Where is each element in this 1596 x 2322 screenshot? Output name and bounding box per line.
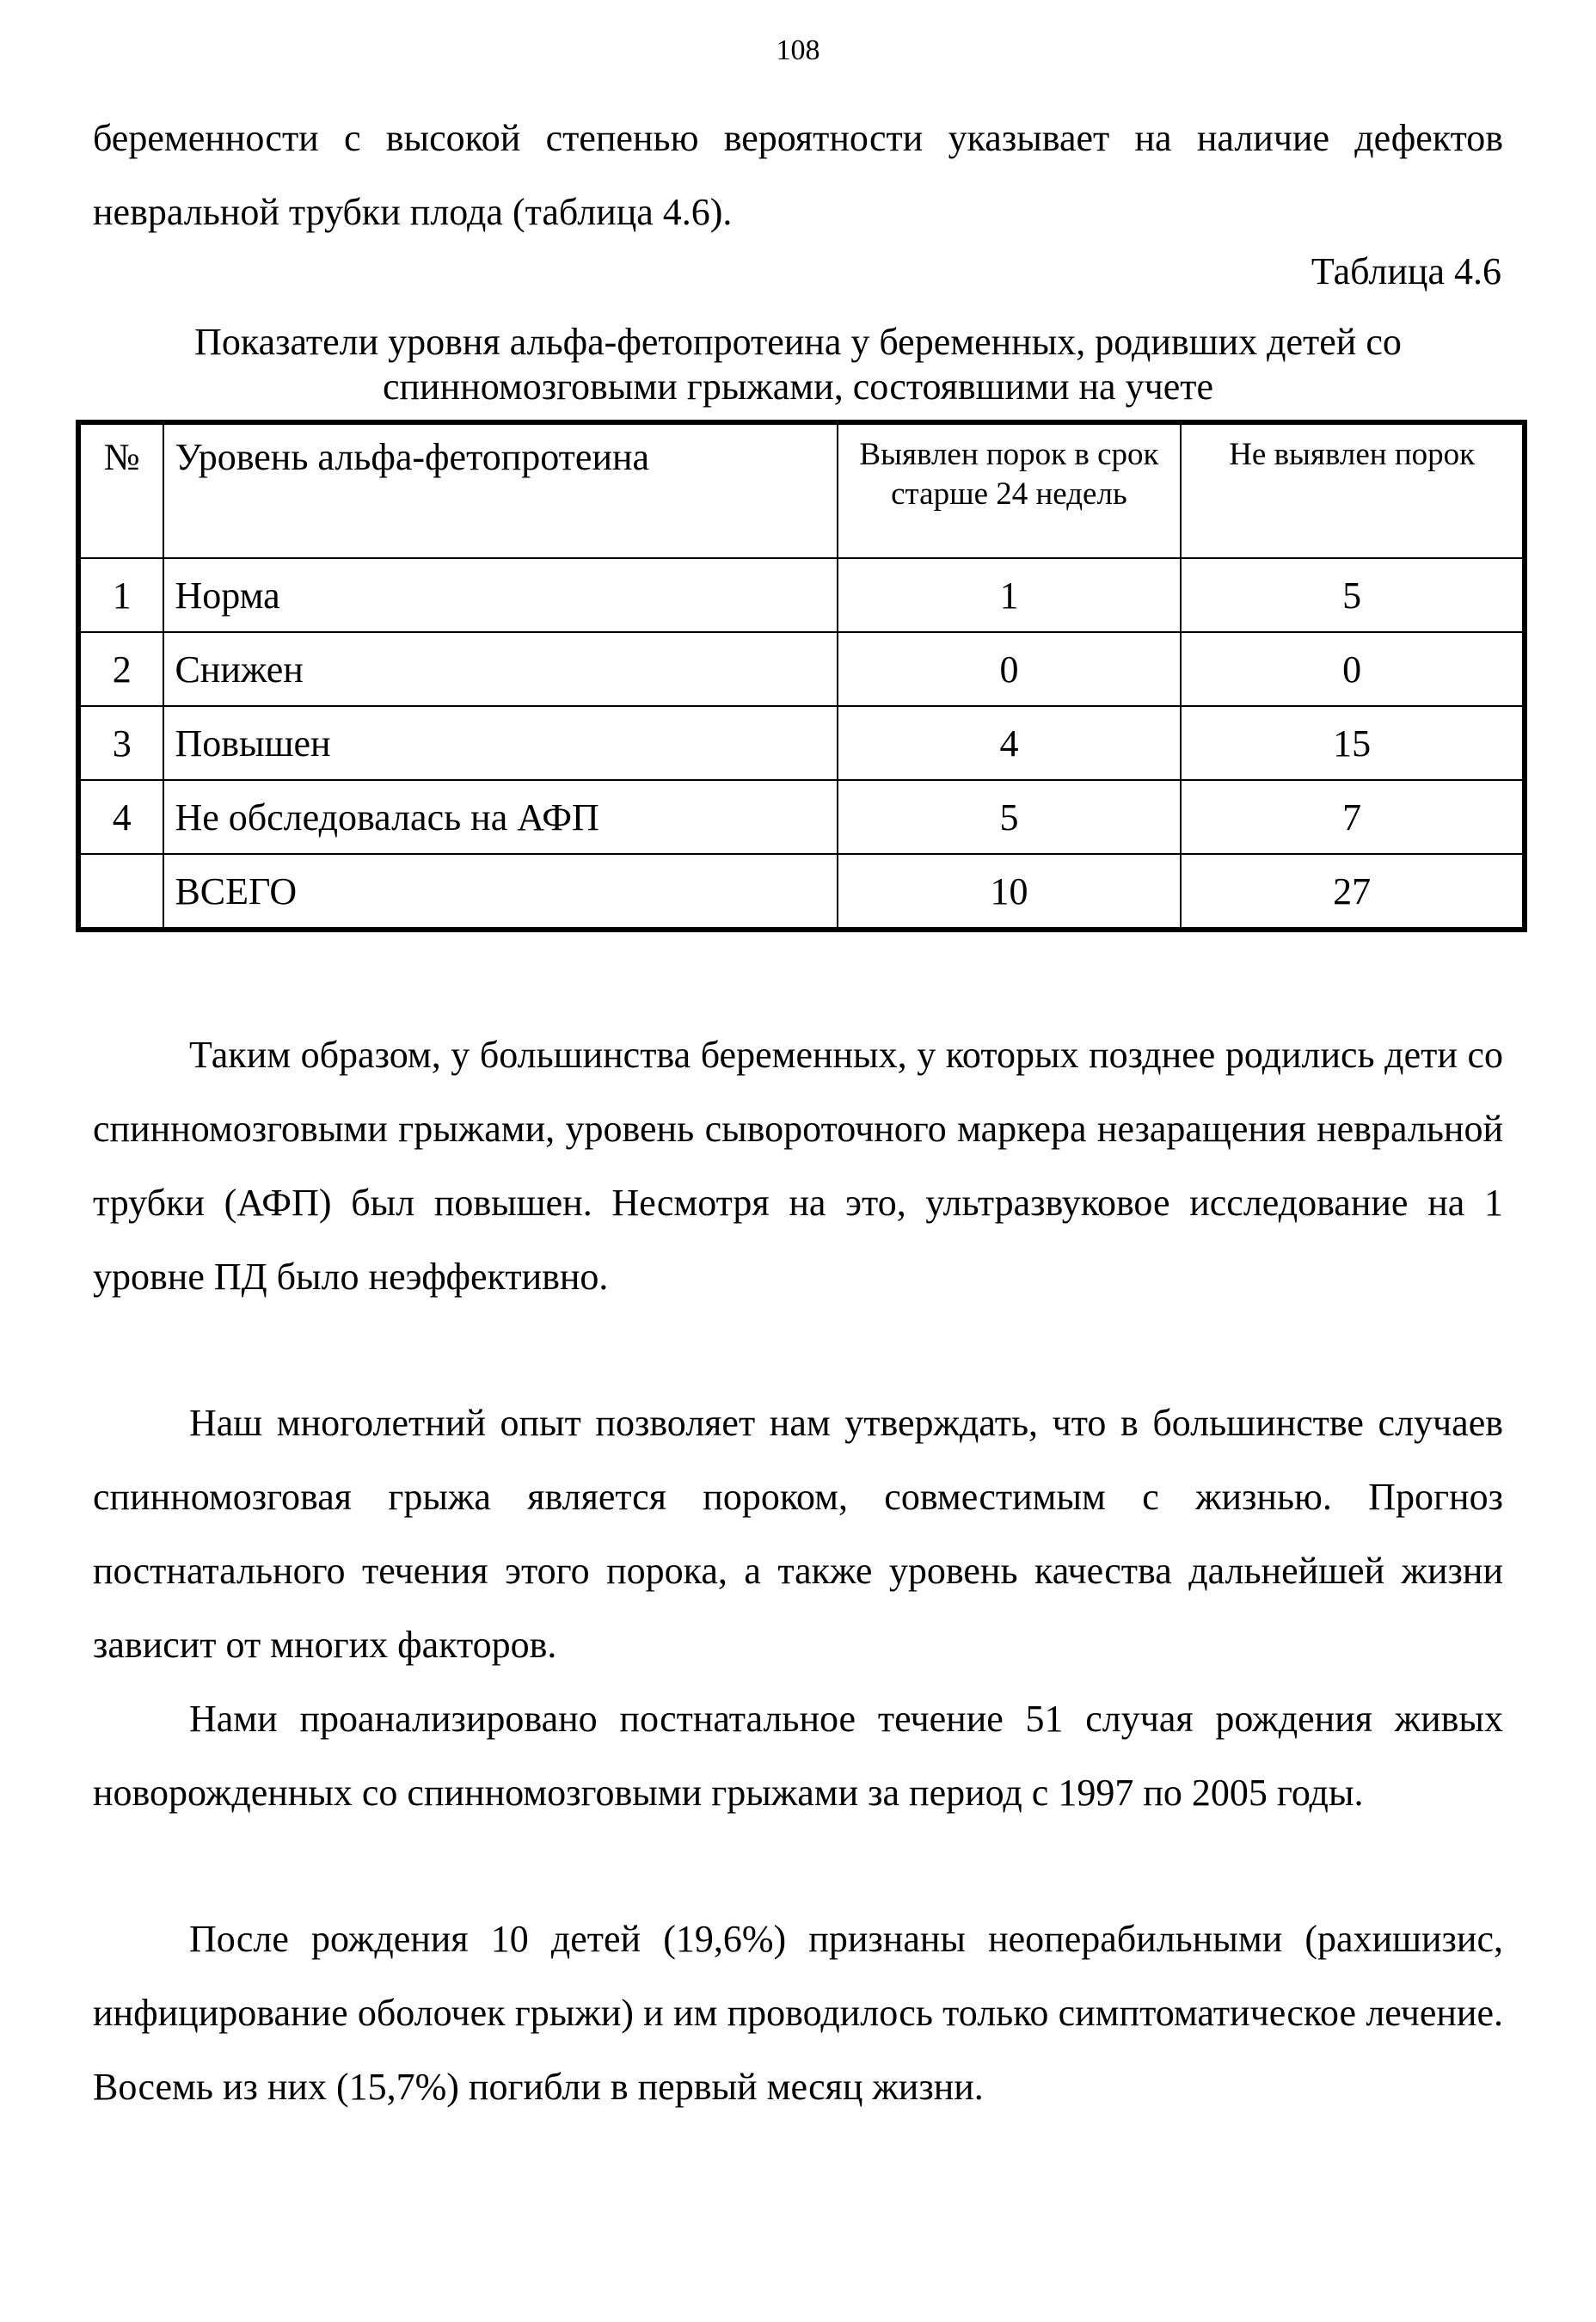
- body-paragraph: [93, 1682, 1503, 1830]
- row-level: Норма: [163, 558, 837, 632]
- row-not-detected: 7: [1181, 780, 1525, 854]
- table-row: [78, 632, 1525, 706]
- body-paragraph: [93, 1018, 1503, 1314]
- row-level: Снижен: [163, 632, 837, 706]
- header-detected: Выявлен порок в срок старше 24 недель: [838, 422, 1182, 558]
- row-number: 2: [78, 632, 163, 706]
- row-number: 3: [78, 706, 163, 780]
- row-detected: 4: [838, 706, 1182, 780]
- paragraph-text: Наш многолетний опыт позволяет нам утверждать, что в большинстве случаев спинномозговая грыжа является пороком, совместимым с жизнью. Прогноз постнатального течения этого порока, а также уровень качества дальнейшей жизни зависит от многих факторов.: [93, 1402, 1503, 1666]
- row-number: 4: [78, 780, 163, 854]
- body-paragraph: [93, 1902, 1503, 2124]
- paragraph-text: Нами проанализировано постнатальное течение 51 случая рождения живых новорожденных со спинномозговыми грыжами за период с 1997 по 2005 годы.: [93, 1698, 1503, 1814]
- row-detected: 0: [838, 632, 1182, 706]
- table-label: Таблица 4.6: [1311, 250, 1501, 292]
- header-number: №: [78, 422, 163, 558]
- header-level: Уровень альфа-фетопротеина: [163, 422, 837, 558]
- paragraph-text: После рождения 10 детей (19,6%) признаны неоперабильными (рахишизис, инфицирование оболочек грыжи) и им проводилось только симптоматическое лечение. Восемь из них (15,7%) погибли в первый месяц жизни.: [93, 1918, 1503, 2108]
- table-row: [78, 558, 1525, 632]
- row-detected: 10: [838, 854, 1182, 930]
- paragraph-text: Таким образом, у большинства беременных, у которых позднее родились дети со спинномозговыми грыжами, уровень сывороточного маркера незаращения невральной трубки (АФП) был повышен. Несмотря на это, ультразвуковое исследование на 1 уровне ПД было неэффективно.: [93, 1034, 1503, 1298]
- header-not-detected: Не выявлен порок: [1181, 422, 1525, 558]
- row-number: 1: [78, 558, 163, 632]
- row-not-detected: 0: [1181, 632, 1525, 706]
- body-paragraph: [93, 1386, 1503, 1682]
- intro-paragraph: [93, 101, 1503, 249]
- table-row: [78, 706, 1525, 780]
- intro-text: беременности с высокой степенью вероятности указывает на наличие дефектов невральной трубки плода (таблица 4.6).: [93, 117, 1503, 233]
- row-level: Повышен: [163, 706, 837, 780]
- row-number: [78, 854, 163, 930]
- row-level: Не обследовалась на АФП: [163, 780, 837, 854]
- row-not-detected: 27: [1181, 854, 1525, 930]
- row-not-detected: 5: [1181, 558, 1525, 632]
- page-number: 108: [776, 34, 820, 66]
- table-caption: Показатели уровня альфа-фетопротеина у беременных, родивших детей со спинномозговыми грыжами, состоявшими на учете: [194, 321, 1402, 408]
- table-row: [78, 780, 1525, 854]
- row-not-detected: 15: [1181, 706, 1525, 780]
- table-header-row: [78, 422, 1525, 558]
- afp-table: [76, 420, 1527, 932]
- table-total-row: [78, 854, 1525, 930]
- row-level: ВСЕГО: [163, 854, 837, 930]
- row-detected: 1: [838, 558, 1182, 632]
- row-detected: 5: [838, 780, 1182, 854]
